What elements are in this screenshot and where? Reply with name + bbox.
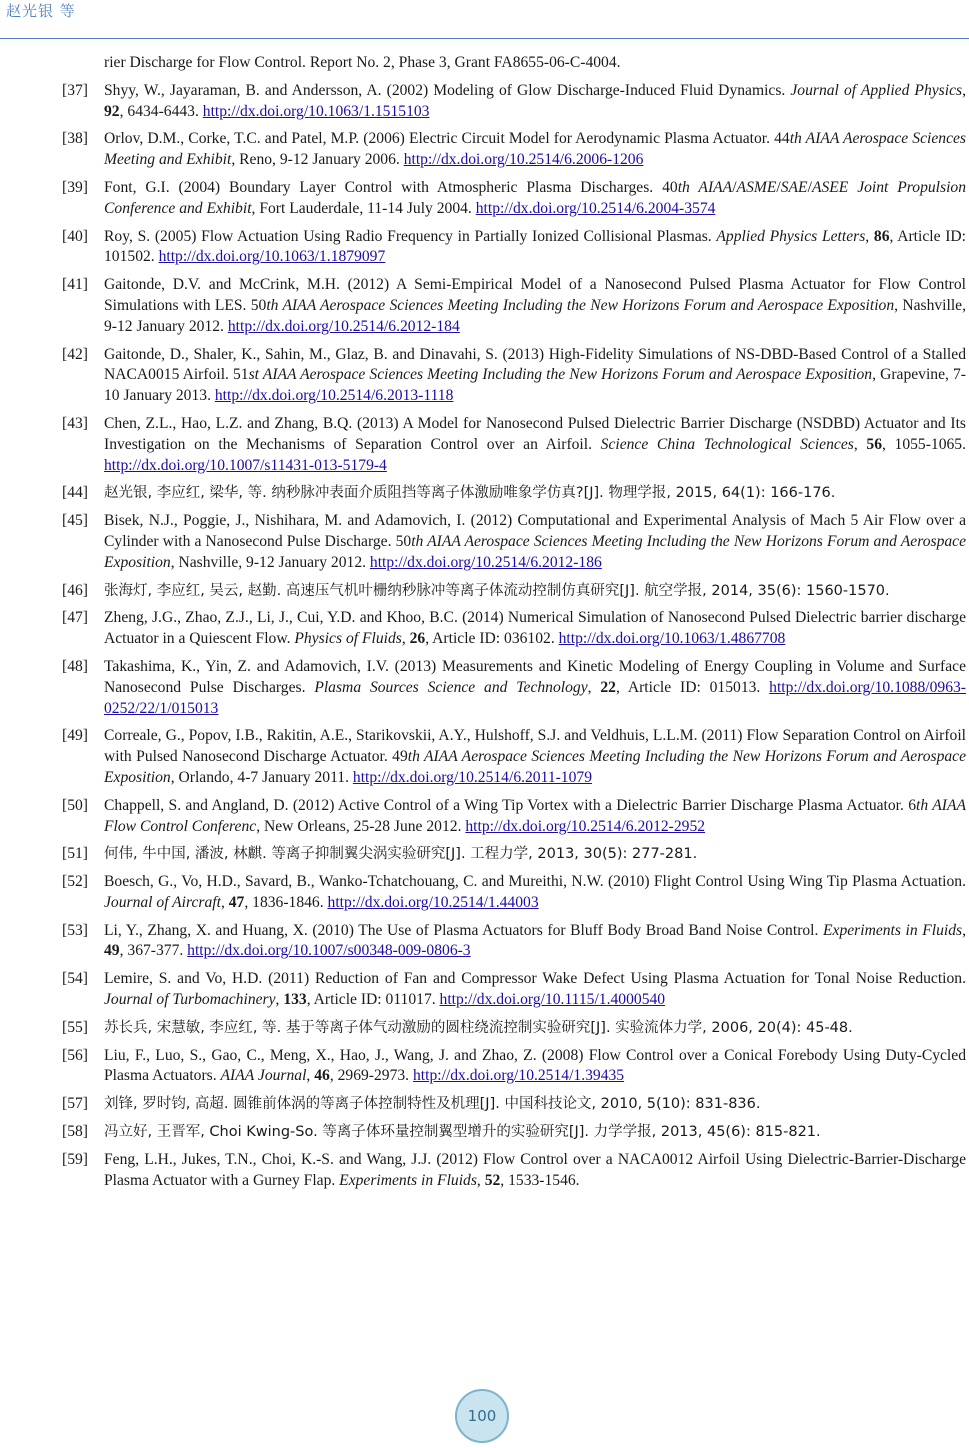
reference-segment: , New Orleans, 25-28 June 2012. bbox=[256, 817, 466, 835]
reference-text bbox=[104, 726, 966, 788]
reference-segment: , Grapevine, 7-10 January 2013. bbox=[104, 366, 966, 405]
reference-text bbox=[104, 1018, 966, 1039]
reference-segment: , Nashville, 9-12 January 2012. bbox=[170, 553, 370, 571]
reference-item bbox=[62, 345, 966, 407]
reference-segment: , 2969-2973. bbox=[329, 1067, 413, 1085]
reference-text bbox=[104, 1094, 966, 1115]
reference-text bbox=[104, 921, 966, 963]
reference-number: [43] bbox=[62, 414, 88, 432]
reference-venue: Plasma Sources Science and Technology bbox=[314, 678, 588, 696]
reference-list bbox=[62, 53, 966, 1198]
reference-text bbox=[104, 1046, 966, 1088]
reference-number: [46] bbox=[62, 581, 88, 599]
reference-segment: / bbox=[776, 178, 781, 196]
reference-chinese-text: 刘锋, 罗时钧, 高超. 圆锥前体涡的等离子体控制特性及机理[J]. 中国科技论文, 2010, 5(10): 831-836. bbox=[104, 1096, 761, 1113]
reference-chinese-text: 何伟, 牛中国, 潘波, 林麒. 等离子抑制翼尖涡实验研究[J]. 工程力学, 2013, 30(5): 277-281. bbox=[104, 846, 698, 863]
reference-text bbox=[104, 1150, 966, 1192]
reference-venue: Science China Technological Sciences bbox=[600, 435, 854, 453]
reference-segment: , 6434-6443. bbox=[119, 102, 203, 120]
reference-segment: , 367-377. bbox=[119, 942, 188, 960]
reference-chinese-text: 冯立好, 王晋军, Choi Kwing-So. 等离子体环量控制翼型增升的实验研究[J]. 力学学报, 2013, 45(6): 815-821. bbox=[104, 1124, 821, 1141]
reference-volume: 86 bbox=[873, 227, 890, 245]
reference-venue: Experiments in Fluids bbox=[823, 921, 963, 939]
reference-item bbox=[62, 1018, 966, 1039]
doi-link[interactable]: http://dx.doi.org/10.2514/6.2006-1206 bbox=[403, 151, 644, 169]
reference-number: [44] bbox=[62, 484, 88, 502]
doi-link[interactable]: http://dx.doi.org/10.2514/6.2011-1079 bbox=[352, 768, 592, 786]
reference-segment: , 1055-1065. bbox=[881, 435, 967, 453]
reference-number: [40] bbox=[62, 227, 88, 245]
reference-chinese-text: 赵光银, 李应红, 梁华, 等. 纳秒脉冲表面介质阻挡等离子体激励唯象学仿真?[J]. 物理学报, 2015, 64(1): 166-176. bbox=[104, 485, 836, 502]
reference-number: [50] bbox=[62, 796, 88, 814]
header-author: 赵光银 等 bbox=[6, 2, 76, 20]
doi-link[interactable]: http://dx.doi.org/10.1063/1.1515103 bbox=[202, 102, 430, 120]
reference-segment: Shyy, W., Jayaraman, B. and Andersson, A. (2002) Modeling of Glow Discharge-Induced Fluid Dynamics. bbox=[104, 81, 791, 99]
reference-number: [56] bbox=[62, 1046, 88, 1064]
page-number-badge bbox=[455, 1389, 509, 1443]
reference-venue: AIAA Journal bbox=[220, 1067, 307, 1085]
reference-segment: / bbox=[807, 178, 812, 196]
reference-venue: Journal of Turbomachinery bbox=[104, 991, 276, 1009]
reference-segment: Gaitonde, D., Shaler, K., Sahin, M., Glaz, B. and Dinavahi, S. (2013) High-Fidelity Simulations of NS-DBD-Based Control of a Stalled NACA0015 Airfoil. 51 bbox=[104, 345, 966, 384]
reference-text bbox=[104, 969, 966, 1011]
reference-text bbox=[104, 345, 966, 407]
reference-venue: th AIAA Aerospace Sciences Meeting Including the New Horizons Forum and Aerospace Exposition bbox=[266, 296, 895, 314]
reference-text bbox=[104, 275, 966, 337]
reference-venue: SAE bbox=[780, 178, 808, 196]
reference-volume: 47 bbox=[228, 893, 245, 911]
reference-segment: Roy, S. (2005) Flow Actuation Using Radio Frequency in Partially Ionized Collisional Plasmas. bbox=[104, 227, 717, 245]
reference-number: [49] bbox=[62, 727, 88, 745]
reference-text bbox=[104, 129, 966, 171]
reference-venue: th AIAA Aerospace Sciences Meeting and Exhibit bbox=[104, 130, 966, 169]
reference-segment: Boesch, G., Vo, H.D., Savard, B., Wanko-Tchatchouang, C. and Mureithi, N.W. (2010) Flight Control Using Wing Tip Plasma Actuation. bbox=[104, 873, 966, 891]
reference-segment: , bbox=[962, 81, 966, 99]
reference-segment: , bbox=[306, 1067, 315, 1085]
reference-segment: Zheng, J.G., Zhao, Z.J., Li, J., Cui, Y.D. and Khoo, B.C. (2014) Numerical Simulation of Nanosecond Pulsed Dielectric barrier discharge Actuator in a Quiescent Flow. bbox=[104, 609, 966, 648]
reference-venue: Journal of Applied Physics bbox=[790, 81, 963, 99]
reference-segment: Liu, F., Luo, S., Gao, C., Meng, X., Hao, J., Wang, J. and Zhao, Z. (2008) Flow Control over a Conical Forebody Using Duty-Cycled Plasma Actuators. bbox=[104, 1046, 966, 1085]
reference-volume: 92 bbox=[104, 102, 120, 120]
reference-venue: th AIAA Aerospace Sciences Meeting Including the New Horizons Forum and Aerospace Exposition bbox=[104, 748, 966, 786]
page-header bbox=[0, 0, 969, 40]
reference-item bbox=[62, 844, 966, 865]
reference-volume: 133 bbox=[283, 991, 307, 1009]
reference-number: [38] bbox=[62, 130, 88, 148]
reference-segment: Takashima, K., Yin, Z. and Adamovich, I.V. (2013) Measurements and Kinetic Modeling of Energy Coupling in Volume and Surface Nanosecond Pulse Discharges. bbox=[104, 657, 966, 696]
reference-number: [52] bbox=[62, 873, 88, 891]
reference-number: [45] bbox=[62, 512, 88, 530]
reference-number: [53] bbox=[62, 921, 88, 939]
reference-item bbox=[62, 1150, 966, 1192]
reference-segment: Lemire, S. and Vo, H.D. (2011) Reduction of Fan and Compressor Wake Defect Using Plasma Actuation for Tonal Noise Reduction. bbox=[104, 970, 966, 988]
reference-segment: , 1836-1846. bbox=[244, 893, 328, 911]
reference-segment: , Orlando, 4-7 January 2011. bbox=[170, 768, 353, 786]
reference-venue: th AIAA bbox=[677, 178, 733, 196]
reference-continuation: rier Discharge for Flow Control. Report No. 2, Phase 3, Grant FA8655-06-C-4004. bbox=[104, 54, 621, 71]
reference-segment: , 1533-1546. bbox=[500, 1171, 580, 1189]
reference-volume: 56 bbox=[866, 435, 882, 453]
reference-volume: 26 bbox=[409, 630, 426, 648]
reference-text bbox=[104, 414, 966, 476]
reference-volume: 52 bbox=[484, 1171, 501, 1189]
reference-segment: Orlov, D.M., Corke, T.C. and Patel, M.P. (2006) Electric Circuit Model for Aerodynamic Plasma Actuator. 44 bbox=[104, 130, 790, 148]
page-number: 100 bbox=[467, 1407, 497, 1425]
doi-link[interactable]: http://dx.doi.org/10.2514/6.2012-184 bbox=[227, 317, 460, 335]
reference-text bbox=[104, 483, 966, 504]
doi-link[interactable]: http://dx.doi.org/10.1007/s00348-009-0806-3 bbox=[187, 942, 471, 960]
reference-segment: / bbox=[732, 178, 737, 196]
reference-text bbox=[104, 511, 966, 573]
reference-number: [39] bbox=[62, 178, 88, 196]
reference-text bbox=[104, 796, 966, 838]
reference-item bbox=[62, 921, 966, 963]
reference-segment: Chappell, S. and Angland, D. (2012) Active Control of a Wing Tip Vortex with a Dielectric Barrier Discharge Plasma Actuator. 6 bbox=[104, 796, 917, 814]
reference-segment: , bbox=[853, 435, 867, 453]
reference-segment: , Article ID: 101502. bbox=[104, 227, 967, 266]
reference-item bbox=[62, 178, 966, 220]
reference-segment: , bbox=[587, 678, 601, 696]
doi-link[interactable]: http://dx.doi.org/10.1063/1.4867708 bbox=[558, 630, 786, 648]
reference-segment: , bbox=[220, 893, 229, 911]
doi-link[interactable]: http://dx.doi.org/10.2514/6.2012-2952 bbox=[465, 817, 706, 835]
reference-venue: Physics of Fluids bbox=[294, 630, 402, 648]
reference-volume: 22 bbox=[600, 678, 616, 696]
reference-text bbox=[104, 581, 966, 602]
reference-segment: Li, Y., Zhang, X. and Huang, X. (2010) The Use of Plasma Actuators for Bluff Body Broad Band Noise Control. bbox=[104, 921, 823, 939]
reference-text bbox=[104, 657, 966, 719]
reference-segment: Chen, Z.L., Hao, L.Z. and Zhang, B.Q. (2013) A Model for Nanosecond Pulsed Dielectric Barrier Discharge (NSDBD) Actuator and Its Investigation on the Mechanisms of Separation Control over an Airfoil. bbox=[104, 414, 966, 453]
reference-segment: , Article ID: 036102. bbox=[425, 630, 559, 648]
reference-segment: , Article ID: 015013. bbox=[615, 678, 770, 696]
reference-number: [47] bbox=[62, 609, 88, 627]
reference-text bbox=[104, 844, 966, 865]
doi-link[interactable]: http://dx.doi.org/10.2514/1.44003 bbox=[327, 893, 539, 911]
reference-number: [42] bbox=[62, 345, 88, 363]
doi-link[interactable]: http://dx.doi.org/10.1088/0963-0252/22/1/015013 bbox=[104, 678, 966, 717]
reference-venue: ASME bbox=[736, 178, 777, 196]
reference-item bbox=[62, 275, 966, 337]
doi-link[interactable]: http://dx.doi.org/10.2514/6.2012-186 bbox=[369, 553, 602, 571]
reference-text bbox=[104, 1122, 966, 1143]
reference-item bbox=[62, 969, 966, 1011]
reference-segment: , Article ID: 011017. bbox=[306, 991, 440, 1009]
doi-link[interactable]: http://dx.doi.org/10.1007/s11431-013-5179-4 bbox=[104, 456, 387, 474]
reference-number: [58] bbox=[62, 1123, 88, 1141]
reference-segment: Correale, G., Popov, I.B., Rakitin, A.E., Starikovskii, A.Y., Hulshoff, S.J. and Veldhuis, L.L.M. (2011) Flow Separation Control on Airfoil with Pulsed Nanosecond Discharge Actuator. 49 bbox=[104, 727, 966, 766]
reference-segment: Gaitonde, D.V. and McCrink, M.H. (2012) A Semi-Empirical Model of a Nanosecond Pulsed Plasma Actuator for Flow Control Simulations with LES. 50 bbox=[104, 276, 966, 314]
reference-text bbox=[104, 872, 966, 914]
doi-link[interactable]: http://dx.doi.org/10.2514/6.2013-1118 bbox=[214, 387, 454, 405]
reference-item bbox=[62, 511, 966, 573]
reference-segment: Bisek, N.J., Poggie, J., Nishihara, M. and Adamovich, I. (2012) Computational and Experimental Analysis of Mach 5 Air Flow over a Cylinder with a Nanosecond Pulse Discharge. 50 bbox=[104, 512, 966, 550]
header-divider bbox=[0, 38, 969, 39]
doi-link[interactable]: http://dx.doi.org/10.2514/6.2004-3574 bbox=[475, 199, 716, 217]
reference-segment: , Reno, 9-12 January 2006. bbox=[231, 151, 404, 169]
doi-link[interactable]: http://dx.doi.org/10.2514/1.39435 bbox=[412, 1067, 625, 1085]
reference-item bbox=[62, 1046, 966, 1088]
reference-segment: , bbox=[401, 630, 410, 648]
reference-item bbox=[62, 1122, 966, 1143]
reference-item bbox=[62, 483, 966, 504]
reference-venue: ASEE Joint Propulsion Conference and Exhibit bbox=[104, 178, 967, 217]
reference-number: [48] bbox=[62, 657, 88, 675]
reference-segment: Font, G.I. (2004) Boundary Layer Control with Atmospheric Plasma Discharges. 40 bbox=[104, 178, 678, 196]
reference-item bbox=[62, 872, 966, 914]
reference-chinese-text: 张海灯, 李应红, 吴云, 赵勤. 高速压气机叶栅纳秒脉冲等离子体流动控制仿真研究[J]. 航空学报, 2014, 35(6): 1560-1570. bbox=[104, 582, 890, 599]
doi-link[interactable]: http://dx.doi.org/10.1115/1.4000540 bbox=[439, 991, 666, 1009]
reference-number: [57] bbox=[62, 1095, 88, 1113]
reference-chinese-text: 苏长兵, 宋慧敏, 李应红, 等. 基于等离子体气动激励的圆柱绕流控制实验研究[J]. 实验流体力学, 2006, 20(4): 45-48. bbox=[104, 1019, 853, 1036]
reference-text bbox=[104, 178, 966, 220]
doi-link[interactable]: http://dx.doi.org/10.1063/1.1879097 bbox=[158, 248, 386, 266]
reference-item bbox=[62, 657, 966, 719]
reference-segment: , Nashville, 9-12 January 2012. bbox=[104, 296, 966, 335]
reference-item bbox=[62, 129, 966, 171]
reference-segment: , bbox=[476, 1171, 485, 1189]
reference-segment: , bbox=[275, 991, 284, 1009]
reference-venue: st AIAA Aerospace Sciences Meeting Including the New Horizons Forum and Aerospace Exposition bbox=[248, 366, 873, 384]
reference-item bbox=[62, 608, 966, 650]
reference-item bbox=[62, 414, 966, 476]
reference-number: [55] bbox=[62, 1018, 88, 1036]
reference-item bbox=[62, 581, 966, 602]
reference-segment: , bbox=[962, 921, 966, 939]
reference-number: [41] bbox=[62, 276, 88, 294]
reference-item bbox=[62, 81, 966, 123]
reference-number: [54] bbox=[62, 970, 88, 988]
reference-segment: , Fort Lauderdale, 11-14 July 2004. bbox=[251, 199, 476, 217]
reference-item bbox=[62, 1094, 966, 1115]
reference-item bbox=[62, 227, 966, 269]
reference-number: [37] bbox=[62, 81, 88, 99]
reference-text bbox=[104, 81, 966, 123]
reference-number: [51] bbox=[62, 845, 88, 863]
reference-venue: Journal of Aircraft bbox=[104, 893, 221, 911]
reference-volume: 49 bbox=[104, 942, 120, 960]
reference-venue: Applied Physics Letters bbox=[716, 227, 866, 245]
reference-segment: Feng, L.H., Jukes, T.N., Choi, K.-S. and Wang, J.J. (2012) Flow Control over a NACA0012 Airfoil Using Dielectric-Barrier-Discharge Plasma Actuator with a Gurney Flap. bbox=[104, 1150, 966, 1189]
reference-text bbox=[104, 608, 966, 650]
reference-item bbox=[62, 726, 966, 788]
reference-text bbox=[104, 227, 966, 269]
reference-segment: , bbox=[865, 227, 874, 245]
reference-venue: Experiments in Fluids bbox=[339, 1171, 477, 1189]
reference-number: [59] bbox=[62, 1150, 88, 1168]
reference-venue: th AIAA Flow Control Conferenc bbox=[104, 796, 966, 835]
reference-item bbox=[62, 796, 966, 838]
reference-volume: 46 bbox=[314, 1067, 330, 1085]
reference-venue: th AIAA Aerospace Sciences Meeting Including the New Horizons Forum and Aerospace Exposition bbox=[104, 532, 966, 571]
